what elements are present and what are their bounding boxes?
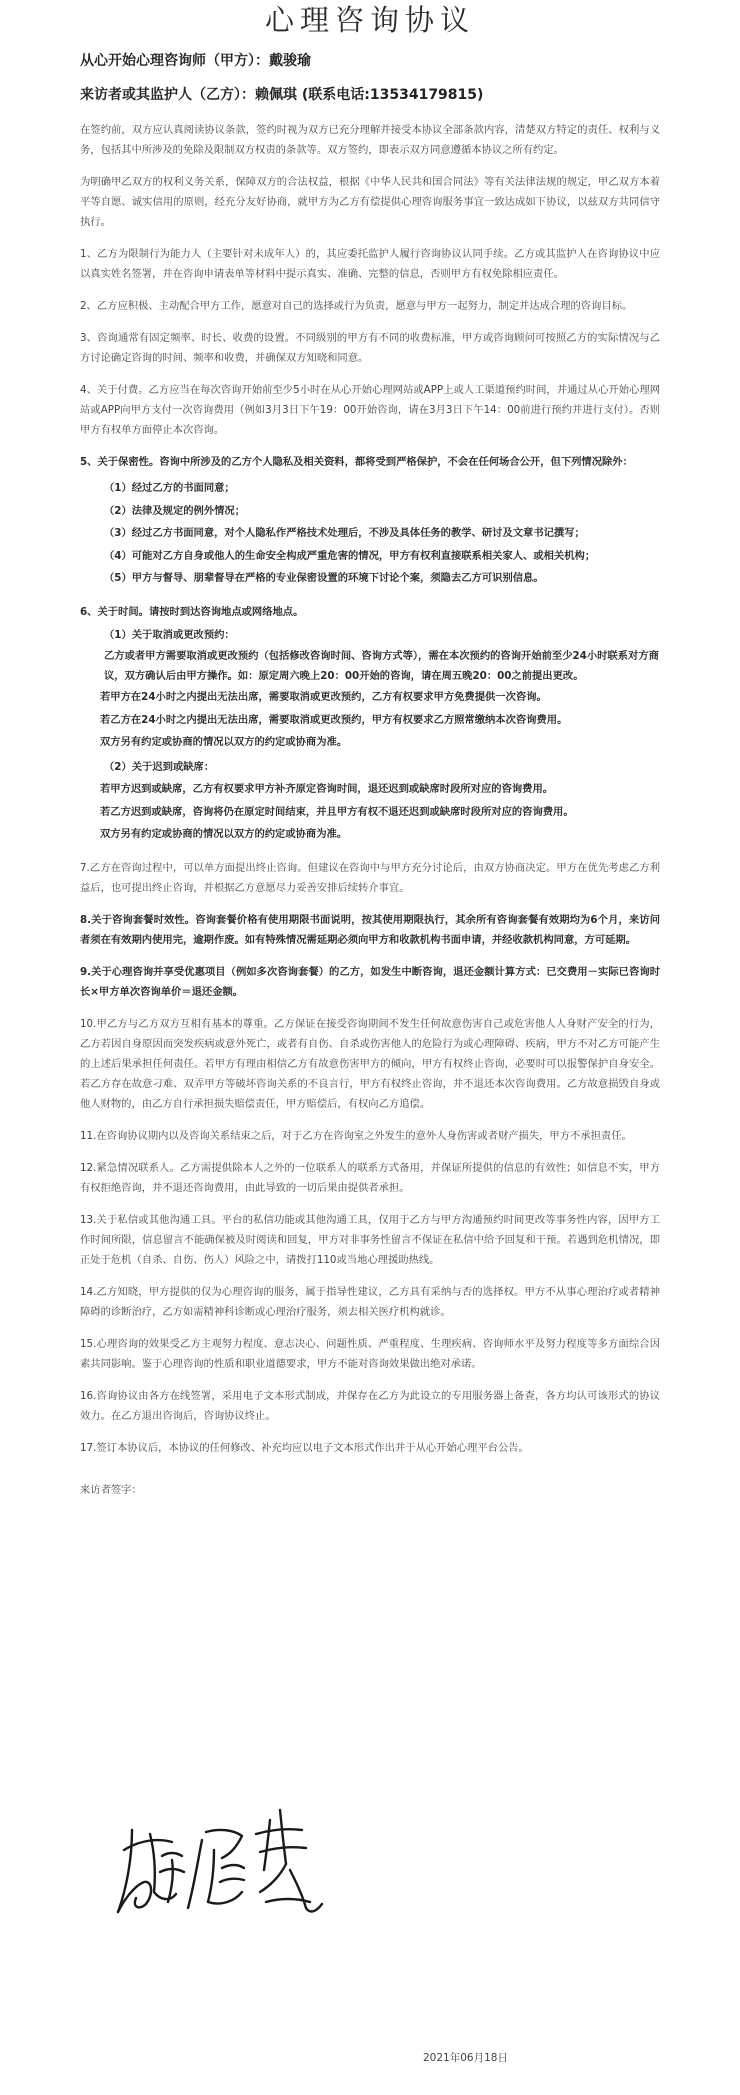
clause-5-list: [80, 477, 660, 590]
clause-1: 1、乙方为限制行为能力人（主要针对未成年人）的，其应委托监护人履行咨询协议认同手续。乙方或其监护人在咨询协议中应以真实姓名签署，并在咨询申请表单等材料中提示真实、准确、完整的信息，否则甲方有权免除相应责任。: [80, 248, 660, 280]
clause-16: 16.咨询协议由各方在线签署，采用电子文本形式制成，并保存在乙方为此设立的专用服务器上备查，各方均认可该形式的协议效力。在乙方退出咨询后，咨询协议终止。: [80, 1389, 660, 1422]
clause-11: 11.在咨询协议期内以及咨询关系结束之后，对于乙方在咨询室之外发生的意外人身伤害或者财产损失，甲方不承担责任。: [80, 1129, 632, 1142]
clause-9: 9.关于心理咨询并享受优惠项目（例如多次咨询套餐）的乙方，如发生中断咨询，退还金额计算方式：已交费用－实际已咨询时长×甲方单次咨询单价＝退还金额。: [80, 965, 660, 998]
clause-6-sub2-line: 双方另有约定或协商的情况以双方的约定或协商为准。: [100, 828, 348, 840]
clause-3: 3、咨询通常有固定频率、时长、收费的设置。不同级别的甲方有不同的收费标准，甲方或咨询顾问可按照乙方的实际情况与乙方讨论确定咨询的时间、频率和收费，并确保双方知晓和同意。: [80, 332, 660, 364]
clause-5-item: （4）可能对乙方自身或他人的生命安全构成严重危害的情况，甲方有权利直接联系相关家人、或相关机构；: [104, 549, 596, 562]
clause-5: 5、关于保密性。咨询中所涉及的乙方个人隐私及相关资料，都将受到严格保护，不会在任何场合公开，但下列情况除外：: [80, 456, 633, 468]
party-a: 从心开始心理咨询师（甲方）：戴骏瑜: [80, 53, 311, 69]
clause-6-sub2-line: 若乙方迟到或缺席，咨询将仍在原定时间结束，并且甲方有权不退还迟到或缺席时段所对应的咨询费用。: [100, 805, 574, 818]
clause-15: 15.心理咨询的效果受乙方主观努力程度、意志决心、问题性质、严重程度、生理疾病、咨询师水平及努力程度等多方面综合因素共同影响。鉴于心理咨询的性质和职业道德要求，甲方不能对咨询效果做出绝对承诺。: [80, 1337, 660, 1370]
clause-17: 17.签订本协议后，本协议的任何修改、补充均应以电子文本形式作出并于从心开始心理平台公告。: [80, 1441, 529, 1454]
agreement-document: [80, 0, 660, 1500]
clause-7: 7.乙方在咨询过程中，可以单方面提出终止咨询。但建议在咨询中与甲方充分讨论后，由双方协商决定。甲方在优先考虑乙方利益后，也可提出终止咨询，并根据乙方意愿尽力妥善安排后续转介事宜。: [80, 861, 660, 894]
document-title: 心理咨询协议: [264, 3, 475, 37]
handwritten-signature: [110, 1790, 340, 1930]
clause-6-sub1-text: 乙方或者甲方需要取消或更改预约（包括修改咨询时间、咨询方式等），需在本次预约的咨询开始前至少24小时联系对方商议，双方确认后由甲方操作。如：原定周六晚上20：00开始的咨询，请在周五晚20：00之前提出更改。: [104, 650, 659, 682]
clause-6-sub1-line: 若甲方在24小时之内提出无法出席，需要取消或更改预约，乙方有权要求甲方免费提供一次咨询。: [100, 691, 547, 703]
clause-2: 2、乙方应积极、主动配合甲方工作，愿意对自己的选择或行为负责，愿意与甲方一起努力，制定并达成合理的咨询目标。: [80, 300, 633, 312]
clause-13: 13.关于私信或其他沟通工具。平台的私信功能或其他沟通工具，仅用于乙方与甲方沟通预约时间更改等事务性内容，因甲方工作时间所限，信息留言不能确保被及时阅读和回复，甲方对非事务性留言不保证在私信中给予回复和干预。若遇到危机情况，即正处于危机（自杀、自伤、伤人）风险之中，请拨打110或当地心理援助热线。: [80, 1213, 660, 1266]
clause-12: 12.紧急情况联系人。乙方需提供除本人之外的一位联系人的联系方式备用，并保证所提供的信息的有效性；如信息不实，甲方有权拒绝咨询，并不退还咨询费用，由此导致的一切后果由提供者承担。: [80, 1161, 660, 1194]
intro-paragraph-1: 在签约前，双方应认真阅读协议条款，签约时视为双方已充分理解并接受本协议全部条款内容，清楚双方特定的责任、权利与义务，包括其中所涉及的免除及限制双方权责的条款等。双方签约，即表示双方同意遵循本协议之所有约定。: [80, 124, 660, 156]
clause-5-item: （5）甲方与督导、朋辈督导在严格的专业保密设置的环境下讨论个案，须隐去乙方可识别信息。: [104, 572, 544, 584]
clause-6: 6、关于时间。请按时到达咨询地点或网络地点。: [80, 605, 304, 618]
intro-paragraph-2: 为明确甲乙双方的权利义务关系，保障双方的合法权益，根据《中华人民共和国合同法》等有关法律法规的规定，甲乙双方本着平等自愿、诚实信用的原则，经充分友好协商，就甲方为乙方有偿提供心理咨询服务事宜一致达成如下协议，以兹双方共同信守执行。: [80, 176, 660, 228]
clause-8: 8.关于咨询套餐时效性。咨询套餐价格有使用期限书面说明，按其使用期限执行，其余所有咨询套餐有效期均为6个月，来访问者须在有效期内使用完，逾期作废。如有特殊情况需延期必须向甲方和收款机构书面申请，并经收款机构同意，方可延期。: [80, 913, 660, 946]
clause-6-sub2-line: 若甲方迟到或缺席，乙方有权要求甲方补齐原定咨询时间，退还迟到或缺席时段所对应的咨询费用。: [100, 783, 554, 795]
clause-5-item: （2）法律及规定的例外情况；: [104, 504, 246, 517]
clause-6-subheading-1: （1）关于取消或更改预约：: [104, 628, 235, 641]
clause-10: 10.甲乙方与乙方双方互相有基本的尊重。乙方保证在接受咨询期间不发生任何故意伤害自己或危害他人人身财产安全的行为，乙方若因自身原因而突发疾病或意外死亡，或者有自伤、自杀或伤害他人的危险行为或心理障碍、疾病，甲方不对乙方可能产生的上述后果承担任何责任。若甲方有理由相信乙方有故意伤害甲方的倾向，甲方有权终止咨询，必要时可以报警保护自身安全。若乙方存在故意刁难、双弄甲方等破坏咨询关系的不良言行，甲方有权终止咨询，并不退还本次咨询费用。乙方故意损毁自身或他人财物的，由乙方自行承担损失赔偿责任，甲方赔偿后，有权向乙方追偿。: [80, 1017, 660, 1110]
signing-date: 2021年06月18日: [423, 2052, 508, 2064]
clause-4: 4、关于付费。乙方应当在每次咨询开始前至少5小时在从心开始心理网站或APP上或人工渠道预约时间，并通过从心开始心理网站或APP向甲方支付一次咨询费用（例如3月3日下午19：00开始咨询，请在3月3日下午14：00前进行预约并进行支付）。否则甲方有权单方面停止本次咨询。: [80, 384, 660, 436]
signature-drawing: [110, 1790, 340, 1930]
clause-6-sub1-line: 若乙方在24小时之内提出无法出席，需要取消或更改预约，甲方有权要求乙方照常缴纳本次咨询费用。: [100, 713, 568, 726]
visitor-signature-label: 来访者签字：: [80, 1483, 142, 1496]
clause-6-subheading-2: （2）关于迟到或缺席：: [104, 760, 215, 773]
party-b: 来访者或其监护人（乙方）：赖佩琪 (联系电话:13534179815): [80, 87, 484, 103]
clause-5-item: （1）经过乙方的书面同意；: [104, 482, 235, 494]
clause-5-item: （3）经过乙方书面同意，对个人隐私作严格技术处理后，不涉及具体任务的教学、研讨及文章书记撰写；: [104, 527, 585, 539]
clause-6-sub1-line: 双方另有约定或协商的情况以双方的约定或协商为准。: [100, 736, 348, 748]
clause-14: 14.乙方知晓，甲方提供的仅为心理咨询的服务，属于指导性建议，乙方具有采纳与否的选择权。甲方不从事心理治疗或者精神障碍的诊断治疗，乙方如需精神科诊断或心理治疗服务，须去相关医疗机构就诊。: [80, 1285, 660, 1318]
